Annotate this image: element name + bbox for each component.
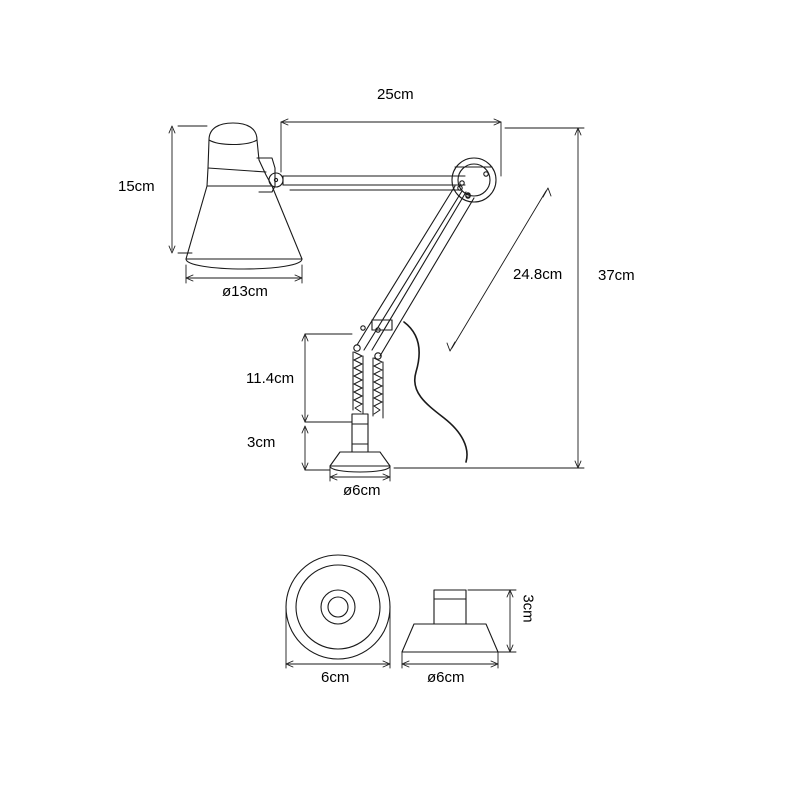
top-pivot-head: [452, 158, 496, 202]
dimension-label-shade-height: 15cm: [118, 178, 155, 195]
dimension-label-lower-arm-length: 11.4cm: [246, 370, 295, 387]
dimension-lines: [169, 119, 584, 481]
upper-arm: [283, 176, 465, 190]
base-side-dimension: [402, 590, 516, 668]
dimension-label-base-height: 3cm: [247, 434, 276, 451]
dimension-label-shade-diameter: ø13cm: [222, 283, 268, 300]
dimension-label-overall-width: 25cm: [377, 86, 414, 103]
dimension-label-base-side-width: ø6cm: [427, 669, 465, 686]
base-plan-view: [286, 555, 390, 668]
dimension-label-arm-length: 24.8cm: [513, 266, 563, 283]
dimension-label-base-diameter: ø6cm: [343, 482, 381, 499]
dimension-label-overall-height: 37cm: [598, 267, 635, 284]
power-cable: [404, 322, 467, 462]
base-side-view: [402, 590, 516, 668]
dimension-label-base-plan-width: 6cm: [321, 669, 350, 686]
lamp-base: [330, 414, 390, 472]
dimension-label-base-side-height: 3cm: [519, 594, 537, 623]
lampshade-outline: [186, 123, 302, 269]
springs: [353, 352, 383, 418]
